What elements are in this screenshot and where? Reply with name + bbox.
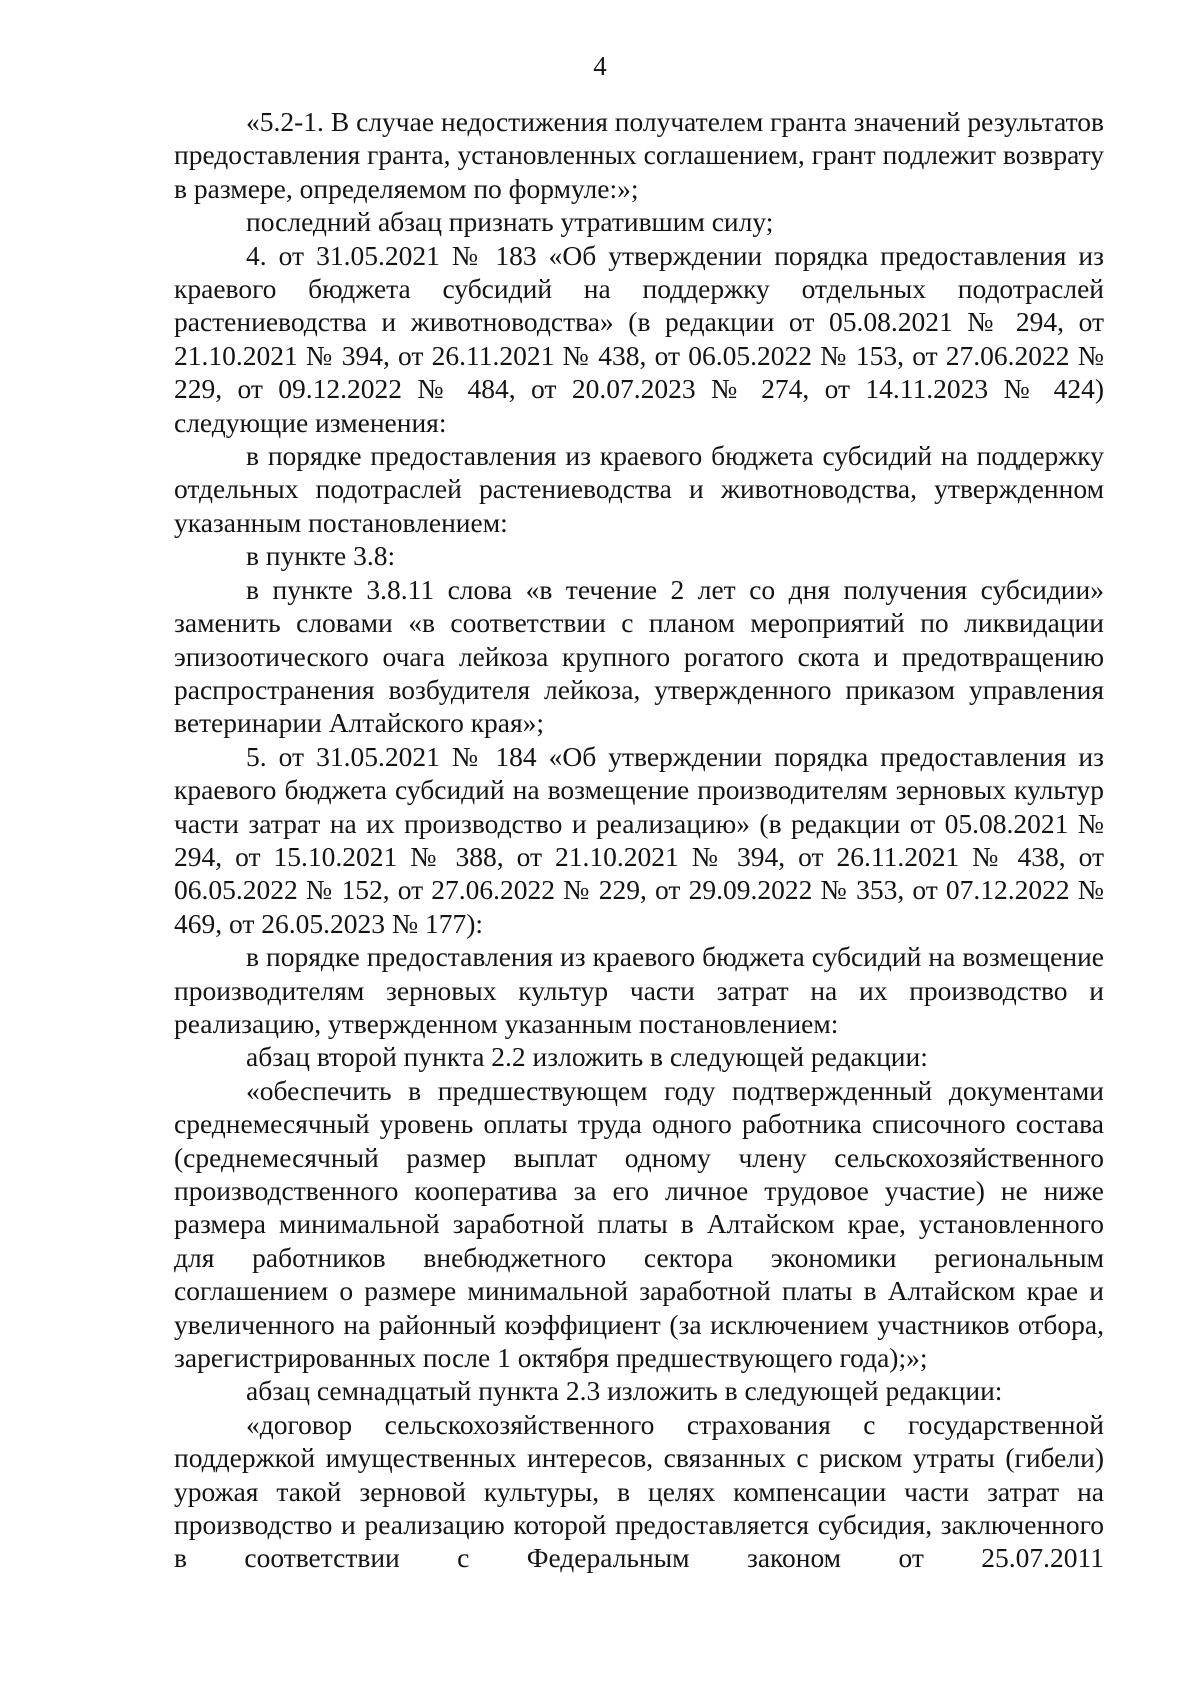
document-body xyxy=(174,105,1104,1575)
paragraph-last-abzac: последний абзац признать утратившим силу; xyxy=(246,206,774,238)
paragraph-clause-5-2-1: «5.2-1. В случае недостижения получателем гранта значений результатов предоставления гранта, установленных соглашением, грант подлежит возврату в размере, определяемом по формуле:»; xyxy=(174,106,1104,204)
paragraph-order-184: в порядке предоставления из краевого бюджета субсидий на возмещение производителям зерновых культур части затрат на их производство и реализацию, утвержденном указанным постановлением: xyxy=(174,941,1104,1039)
paragraph-item-4: 4. от 31.05.2021 № 183 «Об утверждении порядка предоставления из краевого бюджета субсидий на поддержку отдельных подотраслей растениеводства и животноводства» (в редакции от 05.08.2021 № 294, от 21.10.2021 № 394, от 26.11.2021 № 438, от 06.05.2022 № 153, от 27.06.2022 № 229, от 09.12.2022 № 484, от 20.07.2023 № 274, от 14.11.2023 № 424) следующие изменения: xyxy=(174,239,1104,438)
paragraph-item-5: 5. от 31.05.2021 № 184 «Об утверждении порядка предоставления из краевого бюджета субсидий на возмещение производителям зерновых культур части затрат на их производство и реализацию» (в редакции от 05.08.2021 № 294, от 15.10.2021 № 388, от 21.10.2021 № 394, от 26.11.2021 № 438, от 06.05.2022 № 152, от 27.06.2022 № 229, от 29.09.2022 № 353, от 07.12.2022 № 469, от 26.05.2023 № 177): xyxy=(174,740,1104,939)
paragraph-order-183: в порядке предоставления из краевого бюджета субсидий на поддержку отдельных подотраслей растениеводства и животноводства, утвержденном указанным постановлением: xyxy=(174,440,1104,538)
paragraph-point-3-8-11: в пункте 3.8.11 слова «в течение 2 лет со дня получения субсидии» заменить словами «в соответствии с планом мероприятий по ликвидации эпизоотического очага лейкоза крупного рогатого скота и предотвращению распространения возбудителя лейкоза, утвержденного приказом управления ветеринарии Алтайского края»; xyxy=(174,573,1104,739)
paragraph-quote-insurance: «договор сельскохозяйственного страхования с государственной поддержкой имущественных интересов, связанных с риском утраты (гибели) урожая такой зерновой культуры, в целях компенсации части затрат на производство и реализацию которой предоставляется субсидия, заключенного в соответствии с Федеральным законом от 25.07.2011 xyxy=(174,1408,1104,1574)
page-number: 4 xyxy=(593,51,607,81)
paragraph-quote-salary: «обеспечить в предшествующем году подтвержденный документами среднемесячный уровень оплаты труда одного работника списочного состава (среднемесячный размер выплат одному члену сельскохозяйственного производственного кооператива за его личное трудовое участие) не ниже размера минимальной заработной платы в Алтайском крае, установленного для работников внебюджетного сектора экономики региональным соглашением о размере минимальной заработной платы в Алтайском крае и увеличенного на районный коэффициент (за исключением участников отбора, зарегистрированных после 1 октября предшествующего года);»; xyxy=(174,1074,1104,1374)
paragraph-abzac-2-2: абзац второй пункта 2.2 изложить в следующей редакции: xyxy=(246,1041,928,1073)
paragraph-abzac-2-3: абзац семнадцатый пункта 2.3 изложить в следующей редакции: xyxy=(246,1375,1003,1407)
paragraph-point-3-8: в пункте 3.8: xyxy=(246,540,396,572)
